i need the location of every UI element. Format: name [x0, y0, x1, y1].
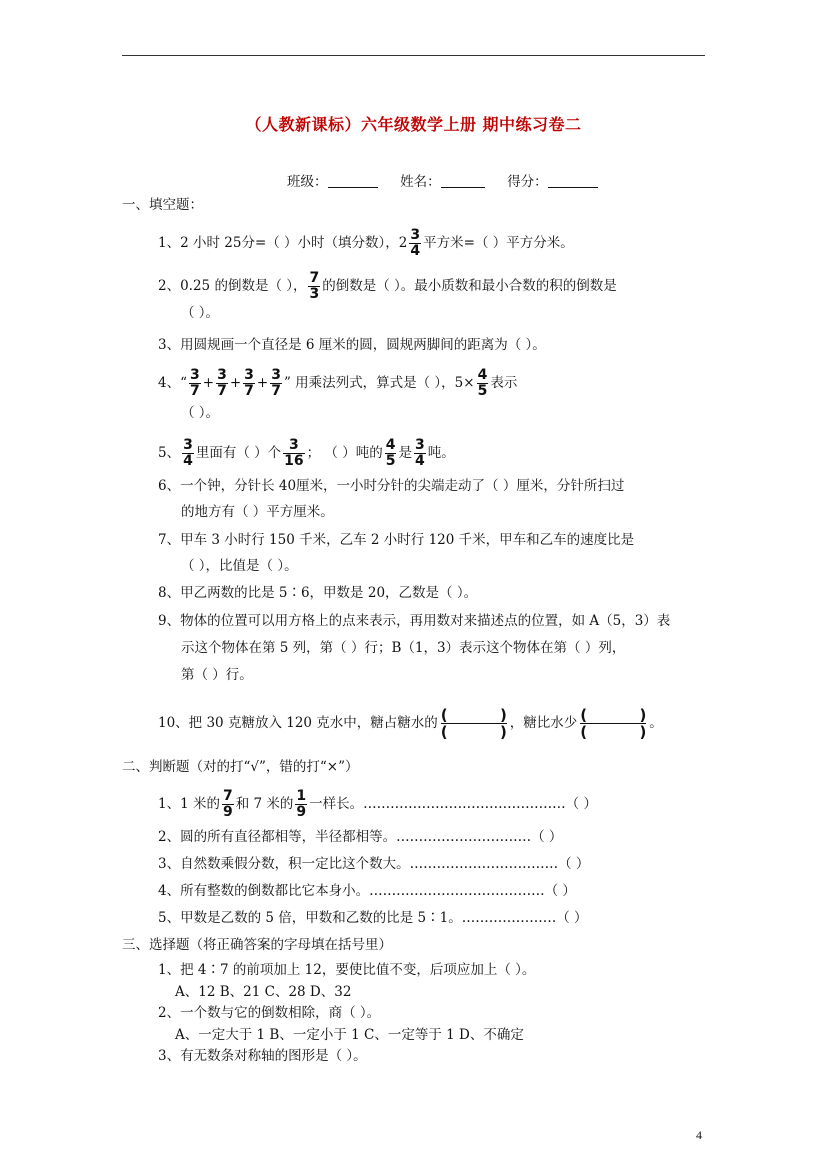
- fraction: $\frac{7}{3}$: [309, 270, 320, 302]
- fraction: $\frac{3}{4}$: [414, 437, 425, 469]
- section-true-false: 二、判断题（对的打“√”，错的打“×”）: [122, 759, 359, 775]
- question-6: 6、一个钟，分针长 40厘米，一小时分针的尖端走动了（ ）厘米，分针所扫过: [158, 478, 625, 494]
- fraction: $\frac{7}{9}$: [222, 788, 233, 820]
- question-8: 8、甲乙两数的比是 5∶6，甲数是 20，乙数是（ ）。: [158, 585, 478, 601]
- student-info-row: [287, 170, 598, 190]
- question-4: 4、“ $\frac{3}{7}$ + $\frac{3}{7}$ + $\frac{3}{7}$ + $\frac{3}{7}$ ” 用乘法列式，算式是（ ），5× $\frac{4}{5}$ 表示: [158, 367, 518, 399]
- choice-2: 2、一个数与它的倒数相除，商（ ）。: [158, 1005, 381, 1021]
- judge-5: 5、甲数是乙数的 5 倍，甲数和乙数的比是 5∶1。…………………（ ）: [158, 910, 588, 926]
- fraction: $\frac{1}{9}$: [296, 788, 307, 820]
- choice-2-options: A、一定大于 1 B、一定小于 1 C、一定等于 1 D、不确定: [175, 1027, 524, 1043]
- question-1: 1、2 小时 25分=（ ）小时（填分数），2 $\frac{3}{4}$ 平方米=（ ）平方分米。: [158, 227, 574, 259]
- choice-3: 3、有无数条对称轴的图形是（ ）。: [158, 1048, 367, 1064]
- question-7-cont: （ ），比值是（ ）。: [181, 558, 298, 574]
- fraction: $\frac{4}{5}$: [385, 437, 396, 469]
- question-10: 10、把 30 克糖放入 120 克水中，糖占糖水的 ( ) ( ) ，糖比水少 ( ) ( ) 。: [158, 706, 663, 741]
- page-title: （人教新课标）六年级数学上册 期中练习卷二: [245, 115, 582, 134]
- answer-fraction-blank[interactable]: ( ) ( ): [580, 706, 647, 741]
- section-fill-in: 一、填空题：: [122, 197, 203, 213]
- name-label: 姓名：: [400, 174, 441, 190]
- fraction: $\frac{3}{7}$: [244, 367, 254, 399]
- fraction: $\frac{3}{7}$: [271, 367, 281, 399]
- question-9: 9、物体的位置可以用方格上的点来表示，再用数对来描述点的位置，如 A（5，3）表: [158, 613, 671, 629]
- choice-1-options: A、12 B、21 C、28 D、32: [175, 984, 352, 1000]
- header-rule: [122, 55, 705, 56]
- fraction: $\frac{3}{4}$: [183, 437, 193, 469]
- section-multiple-choice: 三、选择题（将正确答案的字母填在括号里）: [122, 937, 392, 953]
- answer-fraction-blank[interactable]: ( ) ( ): [440, 706, 507, 741]
- question-9-cont-2: 第（ ）行。: [181, 667, 253, 683]
- question-6-cont: 的地方有（ ）平方厘米。: [181, 504, 334, 520]
- judge-2: 2、圆的所有直径都相等，半径都相等。…………………………（ ）: [158, 829, 563, 845]
- page-number: 4: [696, 1128, 702, 1142]
- question-2: 2、0.25 的倒数是（ ）， $\frac{7}{3}$ 的倒数是（ ）。最小质数和最小合数的积的倒数是: [158, 270, 617, 302]
- fraction: $\frac{3}{7}$: [217, 367, 227, 399]
- question-5: 5、 $\frac{3}{4}$ 里面有（ ）个 $\frac{3}{16}$ ； （ ）吨的 $\frac{4}{5}$ 是 $\frac{3}{4}$ 吨。: [158, 437, 455, 469]
- choice-1: 1、把 4∶7 的前项加上 12，要使比值不变，后项应加上（ ）。: [158, 962, 536, 978]
- fraction: $\frac{3}{7}$: [190, 367, 200, 399]
- question-2-cont: （ ）。: [181, 305, 220, 321]
- score-blank[interactable]: [548, 173, 598, 188]
- score-label: 得分：: [507, 174, 548, 190]
- judge-1: 1、1 米的 $\frac{7}{9}$ 和 7 米的 $\frac{1}{9}$ 一样长。………………………………………（ ）: [158, 788, 597, 820]
- question-9-cont-1: 示这个物体在第 5 列，第（ ）行；B（1，3）表示这个物体在第（ ）列，: [181, 640, 626, 656]
- question-3: 3、用圆规画一个直径是 6 厘米的圆，圆规两脚间的距离为（ ）。: [158, 337, 546, 353]
- judge-3: 3、自然数乘假分数，积一定比这个数大。……………………………（ ）: [158, 856, 590, 872]
- question-7: 7、甲车 3 小时行 150 千米，乙车 2 小时行 120 千米，甲车和乙车的速度比是: [158, 532, 635, 548]
- fraction: $\frac{4}{5}$: [477, 367, 488, 399]
- class-blank[interactable]: [328, 173, 378, 188]
- fraction: $\frac{3}{16}$: [284, 437, 304, 469]
- class-label: 班级：: [287, 174, 328, 190]
- judge-4: 4、所有整数的倒数都比它本身小。…………………………………（ ）: [158, 883, 576, 899]
- question-4-cont: （ ）。: [181, 405, 220, 421]
- name-blank[interactable]: [441, 173, 485, 188]
- fraction: $\frac{3}{4}$: [410, 227, 421, 259]
